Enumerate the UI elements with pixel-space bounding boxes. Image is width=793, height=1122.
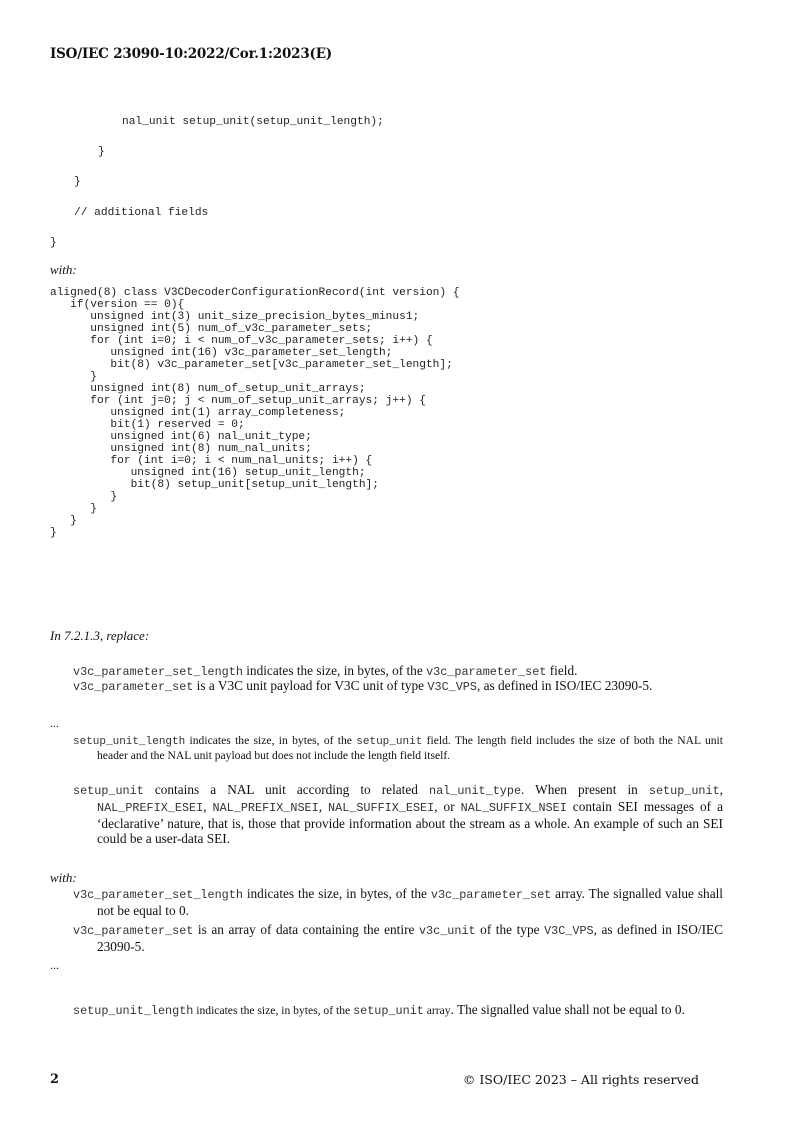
code-line: unsigned int(8) num_of_setup_unit_arrays; — [50, 383, 366, 395]
code-line: } — [50, 491, 118, 503]
code-line: unsigned int(8) num_nal_units; — [50, 443, 312, 455]
definition-paragraph: setup_unit_length indicates the size, in bytes, of the setup_unit array. The signalled value shall not be equal to 0. — [73, 1002, 685, 1018]
code-line: for (int i=0; i < num_of_v3c_parameter_sets; i++) { — [50, 335, 433, 347]
code-line: unsigned int(16) setup_unit_length; — [50, 467, 366, 479]
code-line: if(version == 0){ — [50, 299, 185, 311]
ellipsis: ... — [50, 958, 59, 972]
definition-paragraph: setup_unit_length indicates the size, in bytes, of the setup_unit field. The length field includes the size of both the NAL unit header and the NAL unit payload but does not include the length field itself. — [73, 734, 723, 762]
code-line: aligned(8) class V3CDecoderConfigurationRecord(int version) { — [50, 287, 460, 299]
code-line: unsigned int(1) array_completeness; — [50, 407, 346, 419]
code-line: nal_unit setup_unit(setup_unit_length); — [122, 116, 384, 128]
definition-paragraph: v3c_parameter_set is a V3C unit payload for V3C unit of type V3C_VPS, as defined in ISO/IEC 23090-5. — [73, 678, 653, 694]
code-line: } — [50, 237, 57, 249]
page-number: 2 — [50, 1072, 60, 1087]
with-label: with: — [50, 262, 77, 277]
copyright-notice: © ISO/IEC 2023 – All rights reserved — [462, 1072, 699, 1087]
definition-paragraph: v3c_parameter_set_length indicates the size, in bytes, of the v3c_parameter_set array. The signalled value shall not be equal to 0. — [73, 886, 723, 918]
code-line: unsigned int(6) nal_unit_type; — [50, 431, 312, 443]
code-line: } — [74, 176, 81, 188]
code-line: unsigned int(3) unit_size_precision_bytes_minus1; — [50, 311, 420, 323]
code-line: for (int i=0; i < num_nal_units; i++) { — [50, 455, 373, 467]
document-header: ISO/IEC 23090-10:2022/Cor.1:2023(E) — [50, 46, 332, 62]
code-line: } — [98, 146, 105, 158]
code-line: } — [50, 371, 97, 383]
code-block — [50, 287, 460, 539]
with-label: with: — [50, 870, 77, 885]
code-line: } — [50, 527, 57, 539]
code-line: for (int j=0; j < num_of_setup_unit_arrays; j++) { — [50, 395, 426, 407]
code-line: bit(8) v3c_parameter_set[v3c_parameter_set_length]; — [50, 359, 453, 371]
code-line: unsigned int(16) v3c_parameter_set_length; — [50, 347, 393, 359]
code-line: bit(1) reserved = 0; — [50, 419, 245, 431]
definition-paragraph: v3c_parameter_set_length indicates the size, in bytes, of the v3c_parameter_set field. — [73, 663, 578, 679]
code-line: bit(8) setup_unit[setup_unit_length]; — [50, 479, 379, 491]
ellipsis: ... — [50, 716, 59, 730]
code-line: // additional fields — [74, 207, 209, 219]
definition-paragraph: setup_unit contains a NAL unit according to related nal_unit_type. When present in setup_unit, NAL_PREFIX_ESEI, NAL_PREFIX_NSEI, NAL_SUFFIX_ESEI, or NAL_SUFFIX_NSEI contain SEI messages of a ‘declarative’ nature, that is, those that provide information about the stream as a whole. An example of such an SEI could be a user-data SEI. — [73, 782, 723, 846]
code-line: unsigned int(5) num_of_v3c_parameter_sets; — [50, 323, 373, 335]
replace-label: In 7.2.1.3, replace: — [50, 628, 150, 643]
definition-paragraph: v3c_parameter_set is an array of data containing the entire v3c_unit of the type V3C_VPS, as defined in ISO/IEC 23090-5. — [73, 922, 724, 954]
code-line: } — [50, 503, 97, 515]
code-line: } — [50, 515, 77, 527]
